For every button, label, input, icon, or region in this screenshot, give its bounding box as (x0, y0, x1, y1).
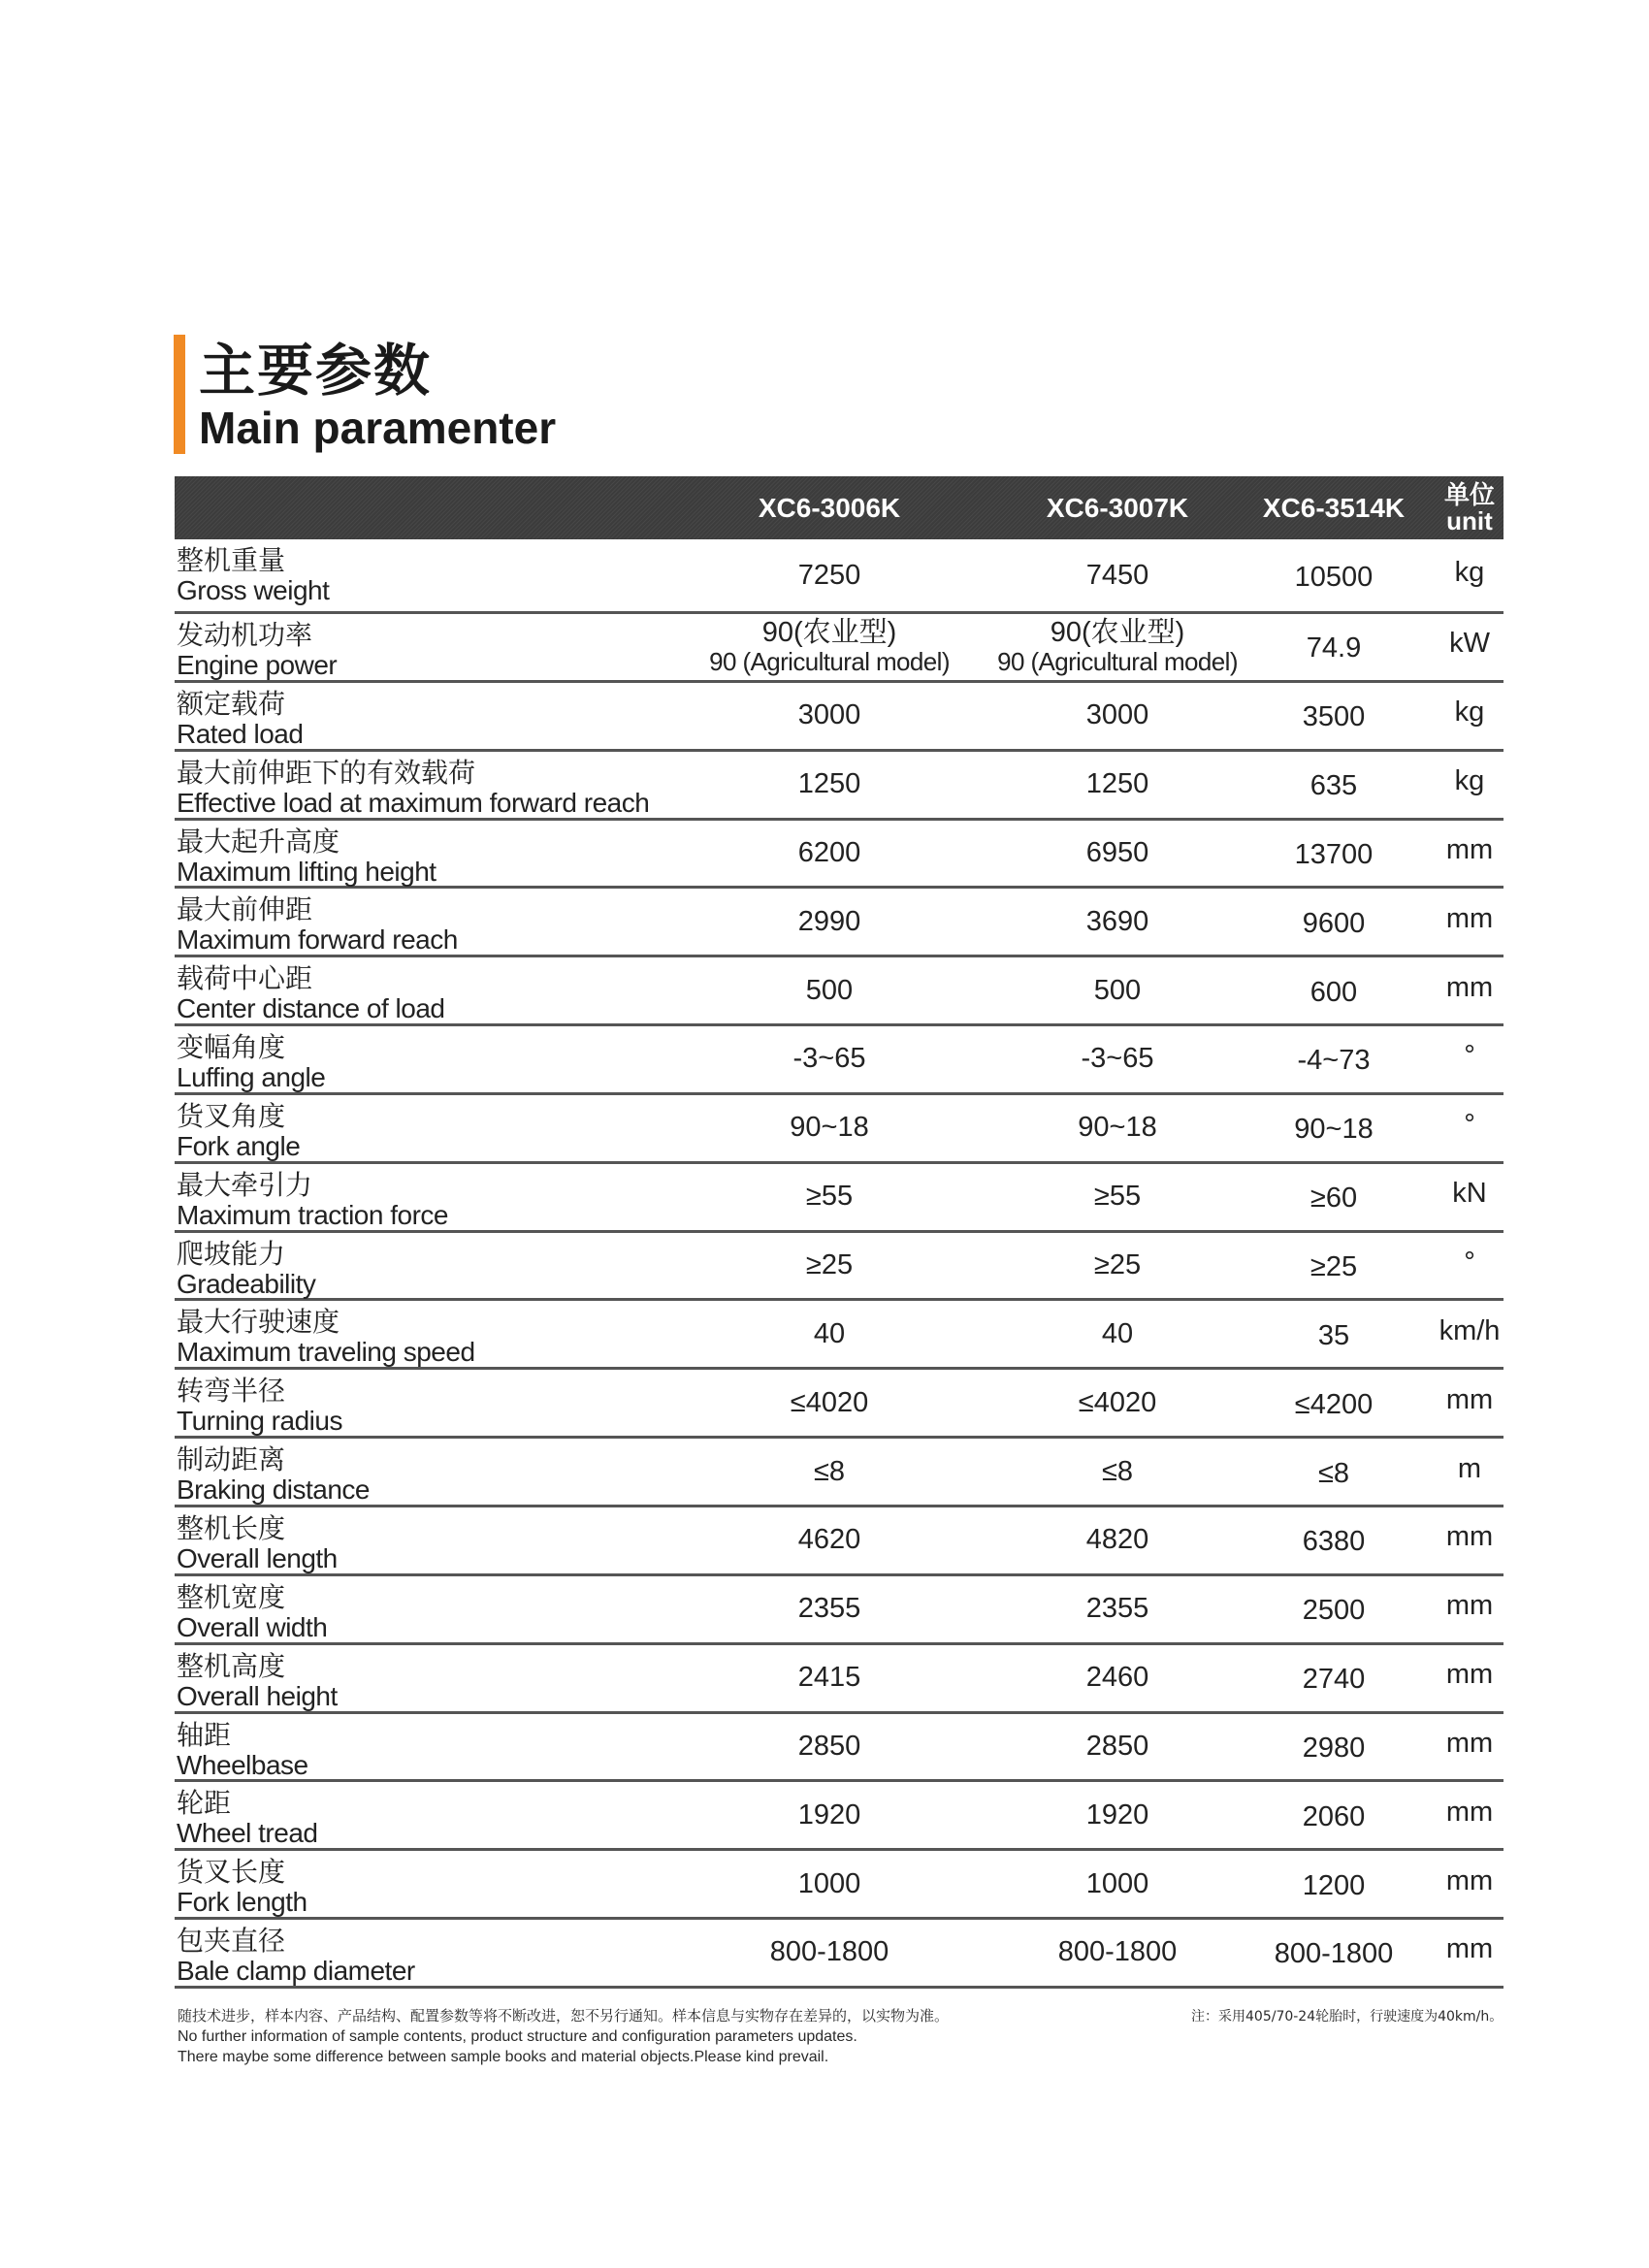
value-cell: 40 (1101, 1317, 1134, 1349)
value-cell: ≥25 (1093, 1249, 1142, 1281)
row-label-zh: 变幅角度 (177, 1031, 286, 1064)
value-cell: 2740 (1302, 1664, 1366, 1696)
value-cell: 1250 (1085, 768, 1149, 800)
unit-cell: mm (1445, 1933, 1494, 1965)
column-header-unit (1436, 476, 1504, 539)
value-cell: 9600 (1302, 907, 1366, 939)
unit-cell: kN (1452, 1178, 1487, 1210)
row-label (177, 894, 458, 955)
value-cell: 2060 (1302, 1800, 1366, 1832)
value-cell: 1920 (797, 1798, 861, 1831)
disclaimer-en-2: There maybe some difference between sample books and material objects.Please kind prevail. (178, 2049, 829, 2065)
value-cell: 2500 (1302, 1595, 1366, 1627)
table-row (175, 1233, 1504, 1302)
value-cell: ≤8 (813, 1455, 846, 1487)
table-row (175, 683, 1504, 752)
value-line-1: 90(农业型) (761, 616, 897, 648)
table-row (175, 1507, 1504, 1576)
value-cell: 3000 (797, 699, 861, 731)
unit-cell: ° (1464, 1109, 1475, 1141)
row-label-en: Bale clamp diameter (177, 1956, 415, 1987)
value-cell: ≥60 (1310, 1183, 1358, 1215)
row-label-en: Maximum traveling speed (177, 1337, 475, 1368)
table-header (175, 476, 1504, 539)
row-label (177, 1032, 325, 1092)
value-cell: 2460 (1085, 1662, 1149, 1694)
table-row (175, 1370, 1504, 1439)
value-cell: 2355 (797, 1593, 861, 1625)
value-cell: 4820 (1085, 1524, 1149, 1556)
value-cell: 90~18 (1078, 1112, 1157, 1144)
row-label (177, 1307, 475, 1367)
unit-cell: ° (1464, 1040, 1475, 1072)
unit-cell: mm (1445, 1727, 1494, 1759)
row-label-zh: 额定载荷 (177, 687, 286, 720)
row-label-zh: 载荷中心距 (177, 962, 313, 995)
row-label-zh: 包夹直径 (177, 1925, 286, 1958)
value-cell: ≥25 (1310, 1251, 1358, 1283)
table-row (175, 957, 1504, 1026)
value-cell: 2850 (797, 1730, 861, 1762)
row-label (177, 620, 337, 680)
footer-note: 注：采用405/70-24轮胎时，行驶速度为40km/h。 (1191, 2009, 1504, 2025)
row-label-zh: 转弯半径 (177, 1375, 286, 1408)
title-accent-bar (174, 335, 185, 454)
value-cell: ≥55 (1093, 1181, 1142, 1213)
value-cell (997, 614, 1238, 680)
unit-cell: mm (1445, 1383, 1494, 1415)
row-label-en: Braking distance (177, 1474, 371, 1506)
unit-header-zh: 单位 (1443, 479, 1495, 509)
value-cell: ≥25 (805, 1249, 854, 1281)
unit-cell: kg (1454, 556, 1485, 588)
page-title-zh: 主要参数 (199, 338, 433, 404)
value-cell: 4620 (797, 1524, 861, 1556)
row-label-zh: 货叉角度 (177, 1099, 286, 1132)
value-cell (709, 614, 950, 680)
value-cell: ≤8 (1101, 1455, 1134, 1487)
value-cell: ≤4020 (790, 1386, 869, 1418)
value-cell: -3~65 (792, 1043, 866, 1075)
row-label-zh: 轮距 (177, 1787, 232, 1820)
table-body (175, 539, 1504, 1989)
value-cell: 3500 (1302, 701, 1366, 733)
unit-cell: kg (1454, 765, 1485, 797)
row-label-en: Center distance of load (177, 993, 445, 1024)
row-label-zh: 最大前伸距下的有效载荷 (177, 756, 476, 789)
row-label-en: Overall height (177, 1680, 338, 1711)
value-cell: ≤8 (1317, 1457, 1350, 1489)
value-cell: 6950 (1085, 836, 1149, 868)
value-cell: 800-1800 (769, 1936, 889, 1968)
value-cell: ≤4200 (1294, 1388, 1374, 1420)
row-label (177, 1170, 448, 1230)
row-label-zh: 最大起升高度 (177, 825, 340, 858)
unit-cell: mm (1445, 833, 1494, 865)
table-row (175, 614, 1504, 683)
value-cell: -4~73 (1297, 1045, 1371, 1077)
value-cell: 2355 (1085, 1593, 1149, 1625)
value-cell: 800-1800 (1274, 1938, 1394, 1970)
table-row (175, 1576, 1504, 1645)
table-row (175, 1782, 1504, 1851)
unit-cell: km/h (1439, 1314, 1501, 1346)
value-cell: 74.9 (1306, 632, 1362, 664)
page-title-en: Main paramenter (199, 403, 557, 453)
unit-cell: ° (1464, 1247, 1475, 1279)
value-cell: 1920 (1085, 1798, 1149, 1831)
table-row (175, 752, 1504, 821)
unit-cell: mm (1445, 1590, 1494, 1622)
value-cell: 6380 (1302, 1526, 1366, 1558)
row-label-en: Gradeability (177, 1268, 316, 1299)
value-cell: 13700 (1294, 838, 1374, 870)
unit-cell: mm (1445, 1864, 1494, 1896)
row-label-zh: 爬坡能力 (177, 1237, 286, 1270)
table-row (175, 1164, 1504, 1233)
column-header-model-1: XC6-3006K (758, 492, 901, 523)
row-label-en: Luffing angle (177, 1062, 326, 1093)
unit-header-en: unit (1446, 505, 1493, 535)
row-label-en: Fork length (177, 1887, 307, 1918)
row-label (177, 758, 649, 818)
row-label-en: Wheel tread (177, 1818, 318, 1849)
column-header-model-2: XC6-3007K (1046, 492, 1189, 523)
table-row (175, 1714, 1504, 1783)
value-cell: 2990 (797, 905, 861, 937)
row-label-en: Maximum forward reach (177, 924, 458, 956)
row-label (177, 1720, 308, 1780)
row-label (177, 826, 436, 887)
value-line-2: 90 (Agricultural model) (709, 646, 950, 676)
table-row (175, 1920, 1504, 1989)
row-label (177, 1926, 415, 1986)
value-cell: 3000 (1085, 699, 1149, 731)
value-cell: 7250 (797, 559, 861, 591)
row-label (177, 1857, 307, 1917)
value-cell: 7450 (1085, 559, 1149, 591)
value-cell: 40 (813, 1317, 846, 1349)
table-row (175, 1645, 1504, 1714)
row-label-en: Effective load at maximum forward reach (177, 787, 650, 818)
column-header-model-3: XC6-3514K (1262, 492, 1406, 523)
row-label-zh: 最大前伸距 (177, 893, 313, 926)
row-label (177, 545, 329, 605)
row-label-en: Wheelbase (177, 1749, 308, 1780)
row-label-zh: 轴距 (177, 1718, 232, 1751)
value-cell: 10500 (1294, 561, 1374, 593)
row-label-en: Engine power (177, 650, 338, 680)
value-cell: 600 (1310, 976, 1358, 1008)
value-cell: 2980 (1302, 1732, 1366, 1764)
table-row (175, 889, 1504, 957)
disclaimer-en-1: No further information of sample contents, product structure and configuration parameters updates. (178, 2028, 857, 2045)
row-label-en: Gross weight (177, 575, 330, 605)
table-row (175, 1851, 1504, 1920)
disclaimer-zh: 随技术进步，样本内容、产品结构、配置参数等将不断改进，恕不另行通知。样本信息与实物存在差异的，以实物为准。 (178, 2007, 950, 2025)
unit-cell: m (1457, 1452, 1482, 1484)
unit-cell: kg (1454, 697, 1485, 729)
table-row (175, 1301, 1504, 1370)
row-label-en: Overall width (177, 1611, 328, 1642)
value-cell: 1000 (1085, 1867, 1149, 1899)
row-label (177, 1376, 342, 1436)
row-label (177, 1651, 338, 1711)
value-cell: ≤4020 (1078, 1386, 1157, 1418)
value-cell: 800-1800 (1057, 1936, 1178, 1968)
row-label-en: Overall length (177, 1542, 338, 1573)
row-label (177, 1239, 315, 1299)
row-label-en: Maximum traction force (177, 1199, 448, 1230)
row-label (177, 1513, 338, 1573)
value-cell: 635 (1310, 770, 1358, 802)
value-cell: 1200 (1302, 1869, 1366, 1901)
row-label (177, 1788, 317, 1848)
value-cell: 500 (805, 974, 854, 1006)
value-cell: 3690 (1085, 905, 1149, 937)
row-label-zh: 最大行驶速度 (177, 1306, 340, 1339)
parameter-table (175, 476, 1504, 1989)
row-label-zh: 货叉长度 (177, 1856, 286, 1889)
table-row (175, 539, 1504, 614)
unit-cell: kW (1449, 628, 1490, 660)
value-cell: 6200 (797, 836, 861, 868)
value-cell: 90~18 (790, 1112, 869, 1144)
value-cell: 2850 (1085, 1730, 1149, 1762)
footer-disclaimer (178, 2006, 949, 2067)
row-label (177, 1582, 327, 1642)
row-label-en: Rated load (177, 718, 304, 749)
row-label (177, 1444, 370, 1505)
row-label (177, 963, 444, 1023)
row-label-zh: 制动距离 (177, 1443, 286, 1476)
row-label-zh: 整机重量 (177, 544, 286, 576)
value-cell: ≥55 (805, 1181, 854, 1213)
unit-cell: mm (1445, 1796, 1494, 1828)
value-cell: 35 (1317, 1319, 1350, 1351)
unit-cell: mm (1445, 1659, 1494, 1691)
row-label (177, 1101, 300, 1161)
row-label-en: Fork angle (177, 1130, 301, 1161)
row-label-zh: 最大牵引力 (177, 1168, 313, 1201)
row-label-zh: 整机宽度 (177, 1580, 286, 1613)
value-cell: -3~65 (1081, 1043, 1154, 1075)
row-label-en: Turning radius (177, 1406, 342, 1437)
unit-cell: mm (1445, 971, 1494, 1003)
value-cell: 1000 (797, 1867, 861, 1899)
table-row (175, 1439, 1504, 1507)
row-label (177, 689, 303, 749)
row-label-zh: 整机长度 (177, 1511, 286, 1544)
value-cell: 90~18 (1294, 1114, 1374, 1146)
unit-cell: mm (1445, 1521, 1494, 1553)
value-line-2: 90 (Agricultural model) (997, 646, 1238, 676)
value-cell: 500 (1093, 974, 1142, 1006)
table-row (175, 1026, 1504, 1095)
unit-cell: mm (1445, 902, 1494, 934)
value-cell: 1250 (797, 768, 861, 800)
row-label-zh: 整机高度 (177, 1649, 286, 1682)
table-row (175, 821, 1504, 890)
value-cell: 2415 (797, 1662, 861, 1694)
table-row (175, 1095, 1504, 1164)
row-label-zh: 发动机功率 (177, 619, 313, 651)
value-line-1: 90(农业型) (1050, 616, 1185, 648)
row-label-en: Maximum lifting height (177, 856, 436, 887)
